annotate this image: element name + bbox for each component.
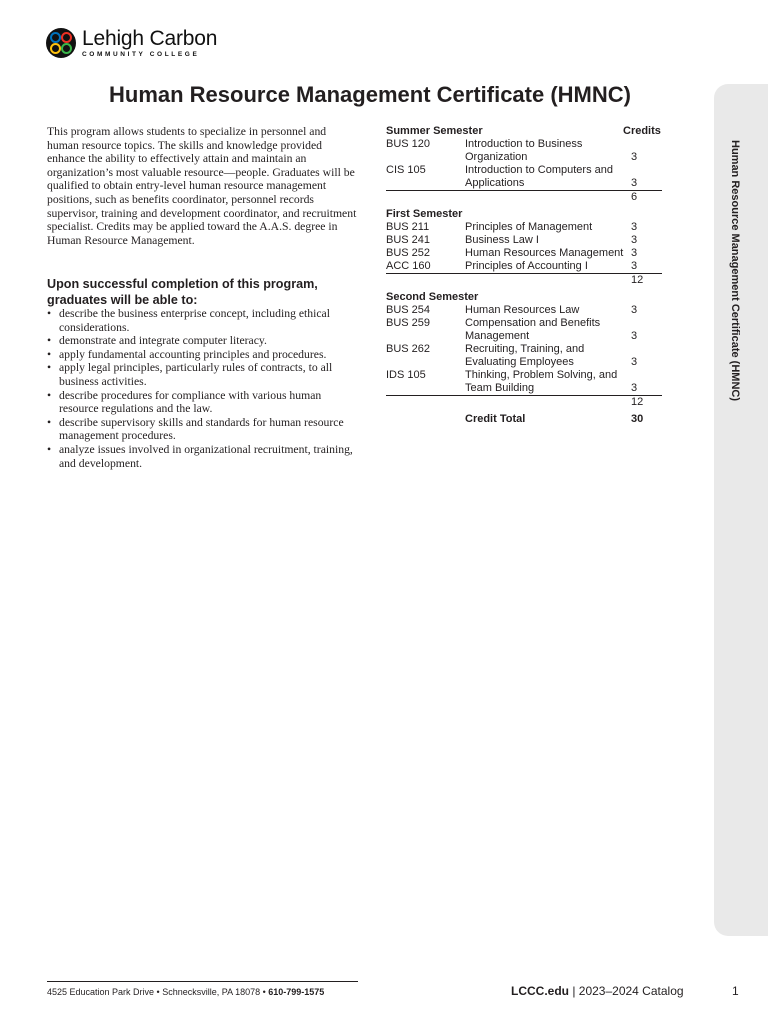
outcome-item: • analyze issues involved in organizational recruitment, training, and development. bbox=[47, 443, 357, 470]
course-code: ACC 160 bbox=[386, 260, 431, 272]
course-credits: 3 bbox=[631, 234, 638, 246]
page-title: Human Resource Management Certificate (HMNC) bbox=[109, 82, 631, 107]
course-code: IDS 105 bbox=[386, 369, 426, 381]
course-credits: 3 bbox=[631, 356, 638, 368]
course-code: BUS 252 bbox=[386, 247, 431, 259]
semester-name: First Semester bbox=[386, 208, 463, 220]
outcome-item: • describe the business enterprise concept, including ethical considerations. bbox=[47, 307, 357, 334]
course-row bbox=[386, 234, 662, 247]
footer-catalog bbox=[511, 984, 684, 998]
logo-mark-icon bbox=[46, 28, 76, 58]
course-credits: 3 bbox=[631, 260, 638, 272]
semester-subtotal: 6 bbox=[631, 191, 638, 203]
credit-total-value: 30 bbox=[631, 413, 644, 425]
course-title: Compensation and Benefits Management bbox=[465, 317, 601, 342]
course-code: BUS 254 bbox=[386, 304, 431, 316]
logo-name: Lehigh Carbon bbox=[82, 27, 218, 50]
course-title: Human Resources Law bbox=[465, 304, 580, 316]
course-row bbox=[386, 221, 662, 234]
course-code: BUS 120 bbox=[386, 138, 431, 150]
course-credits: 3 bbox=[631, 221, 638, 233]
course-credits: 3 bbox=[631, 247, 638, 259]
course-row bbox=[386, 317, 662, 343]
semester-subtotal: 12 bbox=[631, 396, 644, 408]
course-row bbox=[386, 138, 662, 164]
outcome-item: • demonstrate and integrate computer literacy. bbox=[47, 334, 357, 348]
outcome-item: • describe supervisory skills and standards for human resource management procedures. bbox=[47, 416, 357, 443]
college-logo bbox=[46, 28, 217, 58]
semester-header-row bbox=[386, 208, 662, 221]
course-credits: 3 bbox=[631, 304, 638, 316]
course-code: BUS 211 bbox=[386, 221, 430, 233]
course-title: Human Resources Management bbox=[465, 247, 624, 259]
side-tab-label-wrap bbox=[721, 140, 751, 460]
course-code: BUS 259 bbox=[386, 317, 431, 329]
semester-name: Second Semester bbox=[386, 291, 479, 303]
course-credits: 3 bbox=[631, 382, 638, 394]
footer-address bbox=[47, 987, 324, 997]
course-row bbox=[386, 369, 662, 395]
course-code: CIS 105 bbox=[386, 164, 426, 176]
subtotal-row bbox=[386, 395, 662, 409]
course-title: Introduction to Computers and Applications bbox=[465, 164, 613, 189]
outcome-item: • apply fundamental accounting principles and procedures. bbox=[47, 348, 357, 362]
footer-catalog-text: | 2023–2024 Catalog bbox=[569, 984, 684, 998]
semester-header-row bbox=[386, 291, 662, 304]
course-code: BUS 262 bbox=[386, 343, 431, 355]
footer-divider bbox=[47, 981, 358, 982]
course-table bbox=[386, 125, 662, 426]
course-row bbox=[386, 164, 662, 190]
side-tab-label: Human Resource Management Certificate (HMNC) bbox=[729, 140, 741, 401]
summer-header-row bbox=[386, 125, 662, 138]
course-row bbox=[386, 247, 662, 260]
semester-name: Summer Semester bbox=[386, 125, 483, 137]
course-code: BUS 241 bbox=[386, 234, 431, 246]
footer-address-text: 4525 Education Park Drive • Schnecksville, PA 18078 • bbox=[47, 987, 269, 997]
subtotal-row bbox=[386, 190, 662, 204]
course-credits: 3 bbox=[631, 177, 638, 189]
page-number: 1 bbox=[732, 984, 739, 998]
course-title: Principles of Accounting I bbox=[465, 260, 588, 272]
credit-total-label: Credit Total bbox=[465, 413, 526, 425]
credit-total-row bbox=[386, 413, 662, 426]
course-title: Principles of Management bbox=[465, 221, 593, 233]
outcome-item: • apply legal principles, particularly rules of contracts, to all business activities. bbox=[47, 361, 357, 388]
course-row bbox=[386, 343, 662, 369]
outcomes-heading: Upon successful completion of this program, graduates will be able to: bbox=[47, 277, 318, 307]
footer-phone: 610-799-1575 bbox=[268, 987, 325, 997]
course-title: Thinking, Problem Solving, and Team Building bbox=[465, 369, 618, 394]
course-title: Recruiting, Training, and Evaluating Employees bbox=[465, 343, 585, 368]
course-title: Business Law I bbox=[465, 234, 539, 246]
course-row bbox=[386, 260, 662, 273]
course-credits: 3 bbox=[631, 151, 638, 163]
course-credits: 3 bbox=[631, 330, 638, 342]
footer-site-link[interactable]: LCCC.edu bbox=[511, 984, 569, 998]
logo-subtitle: COMMUNITY COLLEGE bbox=[82, 51, 200, 58]
outcome-item: • describe procedures for compliance with various human resource regulations and the law. bbox=[47, 389, 357, 416]
course-row bbox=[386, 304, 662, 317]
semester-subtotal: 12 bbox=[631, 274, 644, 286]
program-description: This program allows students to specialize in personnel and human resource topics. The skills and knowledge provided enhance the ability to effectively attain and maintain an organization’s most valuable resource—people. Graduates will be qualified to obtain entry-level human resource management positions, such as benefits coordinator, personnel records supervisor, training and development coordinator, and recruitment specialist. Credits may be applied toward the A.A.S. degree in Human Resource Management. bbox=[47, 125, 357, 247]
subtotal-row bbox=[386, 273, 662, 287]
course-title: Introduction to Business Organization bbox=[465, 138, 583, 163]
outcomes-list bbox=[47, 307, 357, 470]
credits-header: Credits bbox=[623, 125, 661, 137]
